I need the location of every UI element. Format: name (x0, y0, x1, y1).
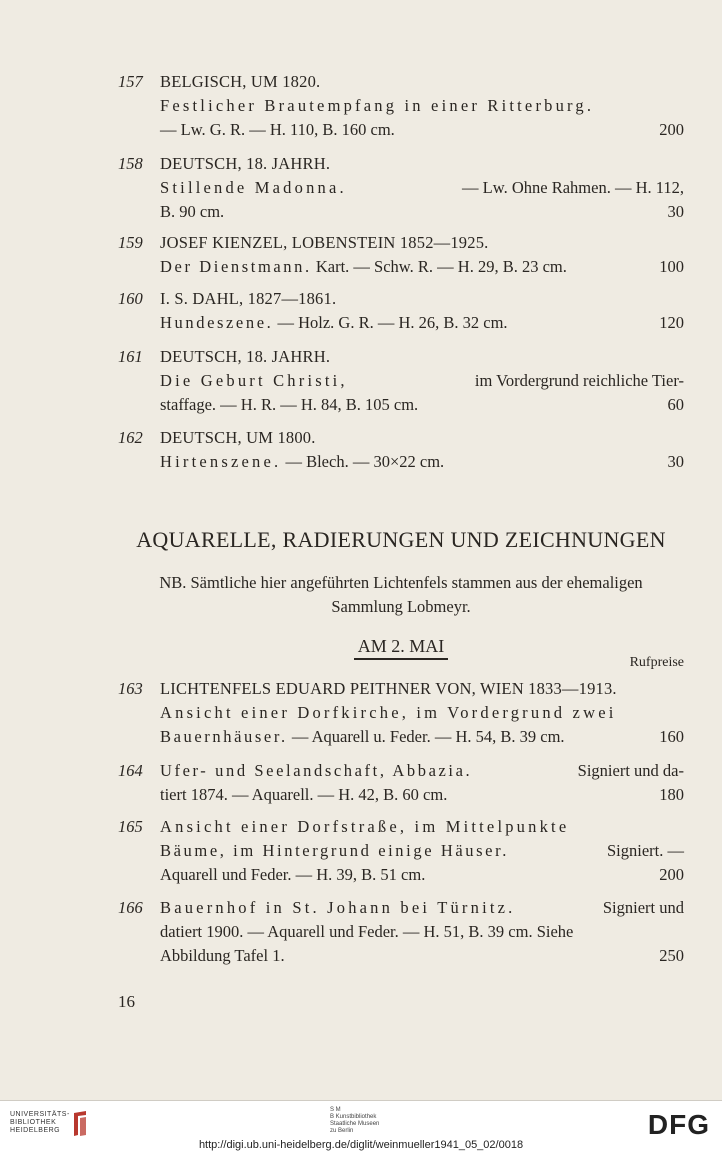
catalog-entry-160 (118, 287, 684, 335)
entry-details: Kart. — Schw. R. — H. 29, B. 23 cm. (315, 257, 567, 276)
entry-description: Ansicht einer Dorfkirche, im Vordergrund zwei (160, 703, 617, 722)
entry-price: 200 (659, 865, 684, 884)
section-note (118, 571, 684, 619)
catalog-entry-158 (118, 152, 684, 224)
uni-label-line: HEIDELBERG (10, 1127, 61, 1134)
entry-details: — Lw. G. R. — H. 110, B. 160 cm. (160, 120, 395, 139)
entry-number: 165 (118, 817, 143, 836)
entry-details: — Blech. — 30×22 cm. (285, 452, 445, 471)
entry-number: 162 (118, 428, 143, 447)
entry-details: Signiert. — (607, 841, 684, 860)
entry-heading: DEUTSCH, UM 1800. (160, 428, 316, 447)
museum-label-line: B Kunstbibliothek (330, 1114, 377, 1120)
source-url-link[interactable]: http://digi.ub.uni-heidelberg.de/diglit/weinmueller1941_05_02/0018 (198, 1139, 524, 1151)
uni-label-line: UNIVERSITÄTS- (10, 1111, 70, 1118)
catalog-entry-162 (118, 426, 684, 474)
entry-details: Aquarell und Feder. — H. 39, B. 51 cm. (160, 865, 426, 884)
entry-title: Der Dienstmann. (160, 257, 312, 276)
entry-details: Abbildung Tafel 1. (160, 946, 285, 965)
entry-number: 164 (118, 761, 143, 780)
catalog-entry-164 (118, 759, 684, 807)
entry-price: 30 (667, 202, 684, 221)
entry-price: 120 (659, 313, 684, 332)
entry-title: Hirtenszene. (160, 452, 282, 471)
entry-number: 158 (118, 154, 143, 173)
date-heading-text: AM 2. MAI (354, 636, 449, 660)
digitization-footer (0, 1100, 722, 1154)
entry-heading: JOSEF KIENZEL, LOBENSTEIN 1852—1925. (160, 233, 489, 252)
entry-number: 163 (118, 679, 143, 698)
museum-label-line: Staatliche Museen (330, 1121, 380, 1127)
section-title: AQUARELLE, RADIERUNGEN UND ZEICHNUNGEN (136, 527, 666, 552)
entry-title: Ufer- und Seelandschaft, Abbazia. (160, 761, 473, 780)
entry-details: Signiert und da- (577, 761, 684, 780)
uni-label-line: BIBLIOTHEK (10, 1119, 57, 1126)
entry-heading: DEUTSCH, 18. JAHRH. (160, 154, 331, 173)
entry-number: 157 (118, 72, 143, 91)
museum-label-line: zu Berlin (330, 1128, 354, 1134)
catalog-entry-161 (118, 345, 684, 417)
entry-details: datiert 1900. — Aquarell und Feder. — H. 51, B. 39 cm. Siehe (160, 922, 574, 941)
entry-details: — Holz. G. R. — H. 26, B. 32 cm. (277, 313, 508, 332)
entry-details: Signiert und (602, 898, 684, 917)
entry-heading: BELGISCH, UM 1820. (160, 72, 321, 91)
entry-details: — Lw. Ohne Rahmen. — H. 112, (462, 178, 684, 197)
note-line: NB. Sämtliche hier angeführten Lichtenfels stammen aus der ehemaligen (159, 573, 643, 592)
entry-number: 166 (118, 898, 143, 917)
entry-price: 180 (659, 785, 684, 804)
entry-heading: I. S. DAHL, 1827—1861. (160, 289, 337, 308)
entry-title: Bauernhof in St. Johann bei Türnitz. (160, 898, 516, 917)
entry-price: 30 (667, 452, 684, 471)
catalog-entry-165 (118, 815, 684, 887)
entry-title: Stillende Madonna. (160, 178, 347, 197)
entry-number: 159 (118, 233, 143, 252)
entry-details: B. 90 cm. (160, 202, 225, 221)
entry-heading: DEUTSCH, 18. JAHRH. (160, 347, 331, 366)
entry-title: Hundeszene. (160, 313, 274, 332)
entry-title: Die Geburt Christi, (160, 371, 348, 390)
university-library-label (10, 1111, 70, 1135)
entry-title: Bauernhäuser. (160, 727, 288, 746)
page-number: 16 (118, 992, 135, 1011)
catalog-entry-166 (118, 896, 684, 968)
entry-details: staffage. — H. R. — H. 84, B. 105 cm. (160, 395, 419, 414)
university-logo-icon (70, 1109, 90, 1139)
entry-number: 160 (118, 289, 143, 308)
entry-title: Ansicht einer Dorfstraße, im Mittelpunkte (160, 817, 570, 836)
entry-description: Festlicher Brautempfang in einer Ritterburg. (160, 96, 595, 115)
entry-price: 160 (659, 727, 684, 746)
entry-number: 161 (118, 347, 143, 366)
entry-price: 200 (659, 120, 684, 139)
catalog-entry-157 (118, 70, 684, 142)
entry-price: 100 (659, 257, 684, 276)
catalog-entry-159 (118, 231, 684, 279)
entry-price: 250 (659, 946, 684, 965)
entry-details: tiert 1874. — Aquarell. — H. 42, B. 60 cm. (160, 785, 448, 804)
entry-details: — Aquarell u. Feder. — H. 54, B. 39 cm. (291, 727, 565, 746)
catalog-entry-163 (118, 677, 684, 749)
price-column-label: Rufpreise (629, 655, 684, 670)
note-line: Sammlung Lobmeyr. (331, 597, 471, 616)
entry-heading: LICHTENFELS EDUARD PEITHNER VON, WIEN 1833—1913. (160, 679, 617, 698)
dfg-logo: DFG (647, 1109, 710, 1140)
entry-title: Bäume, im Hintergrund einige Häuser. (160, 841, 509, 860)
entry-details: im Vordergrund reichliche Tier- (474, 371, 684, 390)
museum-label-line: S M (330, 1107, 341, 1113)
entry-price: 60 (667, 395, 684, 414)
date-heading (118, 636, 684, 657)
museum-label (330, 1107, 379, 1135)
